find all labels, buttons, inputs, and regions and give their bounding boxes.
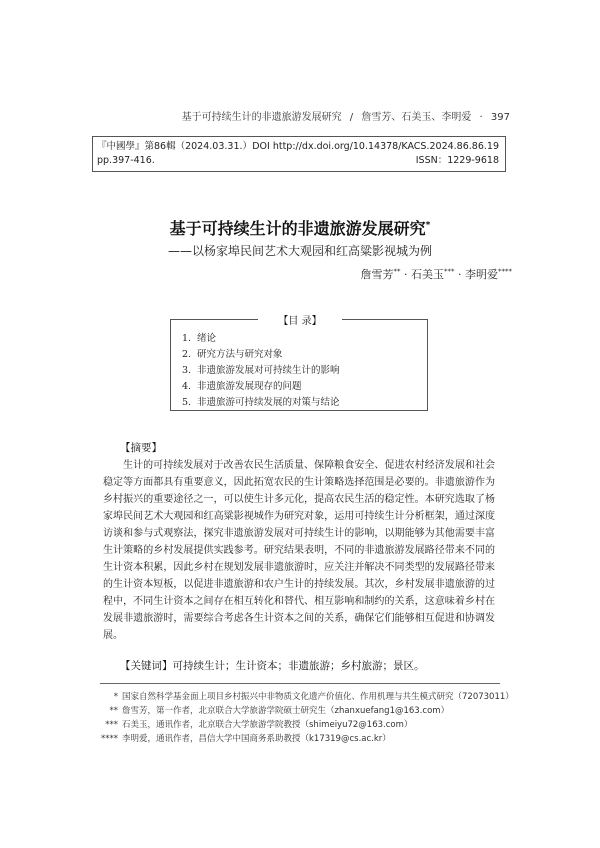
footnote-text: 詹雪芳，第一作者，北京联合大学旅游学院硕士研究生（zhanxuefang1@163.com） [122, 706, 450, 716]
toc-item [182, 346, 283, 360]
footnote-divider [100, 683, 500, 684]
toc-item-label: 非遗旅游可持续发展的对策与结论 [197, 397, 340, 408]
toc-item [182, 378, 302, 392]
author-name: 李明爱 [465, 268, 498, 281]
footnote [100, 704, 449, 716]
footnote-text: 李明爱，通讯作者，昌信大学中国商务系助教授（k17319@cs.ac.kr） [122, 734, 391, 744]
footnote [100, 718, 412, 730]
toc-item-label: 非遗旅游发展现存的问题 [197, 381, 302, 392]
doi-link[interactable]: DOI http://dx.doi.org/10.14378/KACS.2024.86.86.19 [252, 141, 499, 152]
paper-subtitle: ——以杨家埠民间艺术大观园和红高粱影视城为例 [167, 244, 432, 258]
keywords-text: 可持续生计；生计资本；非遗旅游；乡村旅游；景区。 [172, 660, 425, 672]
toc-item [182, 362, 340, 376]
abstract-text: 生计的可持续发展对于改善农民生活质量、保障粮食安全、促进农村经济发展和社会稳定等方面都具有重要意义，因此拓宽农民的生计策略选择范围是必要的。非遗旅游作为乡村振兴的重要途径之一，可以使生计多元化，提高农民生活的稳定性。本研究选取了杨家埠民间艺术大观园和红高粱影视城作为研究对象，运用可持续生计分析框架，通过深度访谈和参与式观察法，探究非遗旅游发展对可持续生计的影响，以期能够为其他需要丰富生计策略的乡村发展提供实践参考。研究结果表明，不同的非遗旅游发展路径带来不同的生计资本积累，因此乡村在规划发展非遗旅游时，应关注并解决不同类型的发展路径带来的生计资本短板，以促进非遗旅游和农户生计的持续发展。其次，乡村发展非遗旅游的过程中，不同生计资本之间存在相互转化和替代、相互影响和制约的关系，这意味着乡村在发展非遗旅游时，需要综合考虑各生计资本之间的关系，确保它们能够相互促进和协调发展。 [103, 460, 495, 641]
keywords [120, 658, 425, 673]
header-separator: / [349, 112, 354, 123]
paper-title-text: 基于可持续生计的非遗旅游发展研究 [169, 219, 426, 238]
toc-item-number: 2. [182, 349, 192, 360]
author-separator: · [400, 268, 411, 281]
header-dot: · [479, 112, 483, 123]
running-title: 基于可持续生计的非遗旅游发展研究 [181, 112, 342, 123]
toc-item-label: 研究方法与研究对象 [197, 349, 283, 360]
footnote-mark: *** [105, 720, 118, 730]
journal-name: 『中國學』第86輯（2024.03.31.） [97, 141, 253, 152]
author-mark: ** [393, 267, 401, 276]
issn: ISSN：1229-9618 [415, 155, 499, 166]
footnote [100, 732, 391, 744]
page-number: 397 [490, 112, 510, 123]
footnote-mark: **** [101, 734, 118, 744]
journal-info-box [92, 136, 506, 172]
running-authors: 詹雪芳、石美玉、李明爱 [361, 112, 472, 123]
toc-item-number: 1. [182, 333, 192, 344]
author-mark: *** [444, 267, 455, 276]
abstract-label: 【摘要】 [120, 442, 162, 454]
keywords-label: 【关键词】 [120, 660, 173, 672]
toc-item-number: 5. [182, 397, 192, 408]
footnote-text: 石美玉，通讯作者，北京联合大学旅游学院教授（shimeiyu72@163.com） [122, 720, 413, 730]
running-header [182, 108, 510, 123]
page-range: pp.397-416. [97, 155, 155, 166]
toc-item-label: 非遗旅游发展对可持续生计的影响 [197, 365, 340, 376]
toc-item [182, 330, 216, 344]
toc-item-number: 3. [182, 365, 192, 376]
author-mark: **** [498, 267, 512, 276]
author-list [361, 266, 513, 282]
footnote-text: 国家自然科学基金面上项目乡村振兴中非物质文化遗产价值化、作用机理与共生模式研究（72073011） [122, 692, 514, 702]
author-separator: · [454, 268, 465, 281]
footnote-mark: * [113, 692, 118, 702]
toc-item-number: 4. [182, 381, 192, 392]
footnote-mark: ** [109, 706, 118, 716]
paper-title [0, 216, 600, 239]
toc-title: 【目 录】 [258, 312, 342, 327]
toc-item-label: 绪论 [197, 333, 217, 344]
toc-item [182, 394, 340, 408]
author-name: 詹雪芳 [360, 268, 394, 281]
author-name: 石美玉 [411, 268, 444, 281]
footnote [100, 690, 514, 702]
title-footnote-mark: * [425, 220, 431, 231]
